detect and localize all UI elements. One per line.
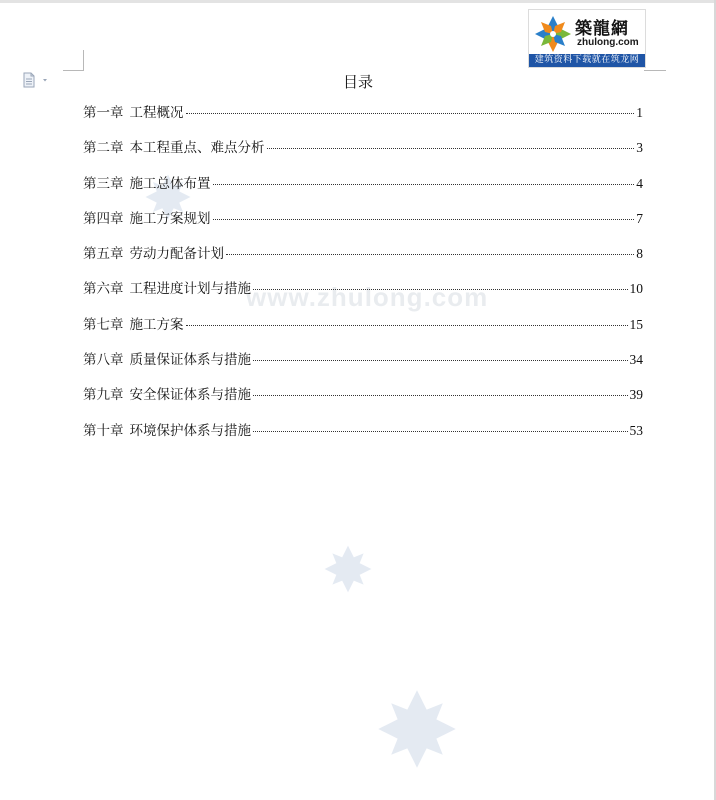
zhulong-logo bbox=[528, 9, 646, 68]
toc-chapter-title: 质量保证体系与措施 bbox=[129, 352, 251, 369]
toc-leader-dots bbox=[253, 289, 628, 290]
toc-entry[interactable] bbox=[83, 277, 643, 312]
toc-chapter-number: 第六章 bbox=[83, 281, 124, 298]
logo-name: 築龍網 bbox=[575, 19, 629, 39]
toc-entry[interactable] bbox=[83, 383, 643, 418]
toc-chapter-number: 第二章 bbox=[83, 140, 124, 157]
toc-chapter-number: 第七章 bbox=[83, 316, 124, 333]
toc-chapter-number: 第五章 bbox=[83, 246, 124, 263]
toc-entry[interactable] bbox=[83, 419, 643, 454]
toc-entry-label bbox=[83, 172, 211, 192]
toc-page-number: 1 bbox=[636, 105, 643, 120]
toc-entry-label bbox=[83, 313, 184, 333]
toc-leader-dots bbox=[253, 360, 628, 361]
toc-chapter-title: 环境保护体系与措施 bbox=[129, 422, 251, 439]
toc-chapter-number: 第九章 bbox=[83, 387, 124, 404]
toc-page-number: 7 bbox=[636, 210, 643, 226]
toc-entry[interactable] bbox=[83, 348, 643, 383]
toc-entry-label bbox=[83, 348, 251, 368]
toc-leader-dots bbox=[186, 325, 628, 326]
toc-entry-label bbox=[83, 242, 224, 262]
watermark-flower-icon bbox=[374, 686, 460, 772]
toc-leader-dots bbox=[213, 184, 635, 185]
page-top-border bbox=[0, 0, 716, 3]
toc-chapter-title: 劳动力配备计划 bbox=[129, 246, 224, 263]
toc-chapter-title: 安全保证体系与措施 bbox=[129, 387, 251, 404]
toc-leader-dots bbox=[267, 148, 635, 149]
toc-entry-label bbox=[83, 207, 211, 227]
toc-entry-label bbox=[83, 383, 251, 403]
toc-chapter-number: 第一章 bbox=[83, 105, 124, 121]
toc-leader-dots bbox=[213, 219, 635, 220]
logo-site: zhulong.com bbox=[577, 37, 639, 48]
toc-chapter-number: 第三章 bbox=[83, 175, 124, 192]
toc-chapter-title: 施工方案规划 bbox=[129, 210, 211, 227]
toc-page-number: 15 bbox=[629, 316, 643, 332]
toc-page-number: 39 bbox=[629, 387, 643, 403]
toc-entry-label bbox=[83, 277, 251, 297]
toc-chapter-title: 工程进度计划与措施 bbox=[129, 281, 251, 298]
toc-chapter-number: 第十章 bbox=[83, 422, 124, 439]
crop-mark-top-left-vertical bbox=[83, 50, 84, 70]
toc-page-number: 53 bbox=[629, 422, 643, 438]
toc-chapter-number: 第四章 bbox=[83, 210, 124, 227]
toc-page-number: 4 bbox=[636, 175, 643, 191]
toc-entry[interactable] bbox=[83, 207, 643, 242]
toc-chapter-title: 施工方案 bbox=[129, 316, 184, 333]
toc-leader-dots bbox=[253, 431, 628, 432]
toc-chapter-title: 本工程重点、难点分析 bbox=[129, 140, 265, 157]
zhulong-flower-icon bbox=[533, 14, 573, 54]
toc-entry[interactable] bbox=[83, 136, 643, 171]
toc-page-number: 34 bbox=[629, 352, 643, 368]
toc-entry-label bbox=[83, 101, 184, 121]
watermark-flower-icon bbox=[320, 543, 376, 595]
toc-leader-dots bbox=[226, 254, 634, 255]
watermark-text: www.zhulong.com bbox=[246, 282, 489, 312]
toc-page-number: 3 bbox=[636, 140, 643, 156]
toc-chapter-title: 工程概况 bbox=[129, 105, 184, 121]
toc-entry-label bbox=[83, 419, 251, 439]
toc-leader-dots bbox=[186, 113, 635, 114]
toc-entry-label bbox=[83, 136, 265, 156]
toc-entry[interactable] bbox=[83, 242, 643, 277]
logo-banner: 建筑资料下载就在筑龙网 bbox=[529, 54, 645, 67]
toc-page-number: 10 bbox=[629, 281, 643, 297]
toc-chapter-title: 施工总体布置 bbox=[129, 175, 211, 192]
toc-page-number: 8 bbox=[636, 246, 643, 262]
toc-chapter-number: 第八章 bbox=[83, 352, 124, 369]
toc-title: 目录 bbox=[342, 73, 373, 91]
table-of-contents bbox=[83, 101, 643, 454]
toc-entry[interactable] bbox=[83, 101, 643, 136]
toc-entry[interactable] bbox=[83, 172, 643, 207]
toc-entry[interactable] bbox=[83, 313, 643, 348]
toc-leader-dots bbox=[253, 395, 628, 396]
